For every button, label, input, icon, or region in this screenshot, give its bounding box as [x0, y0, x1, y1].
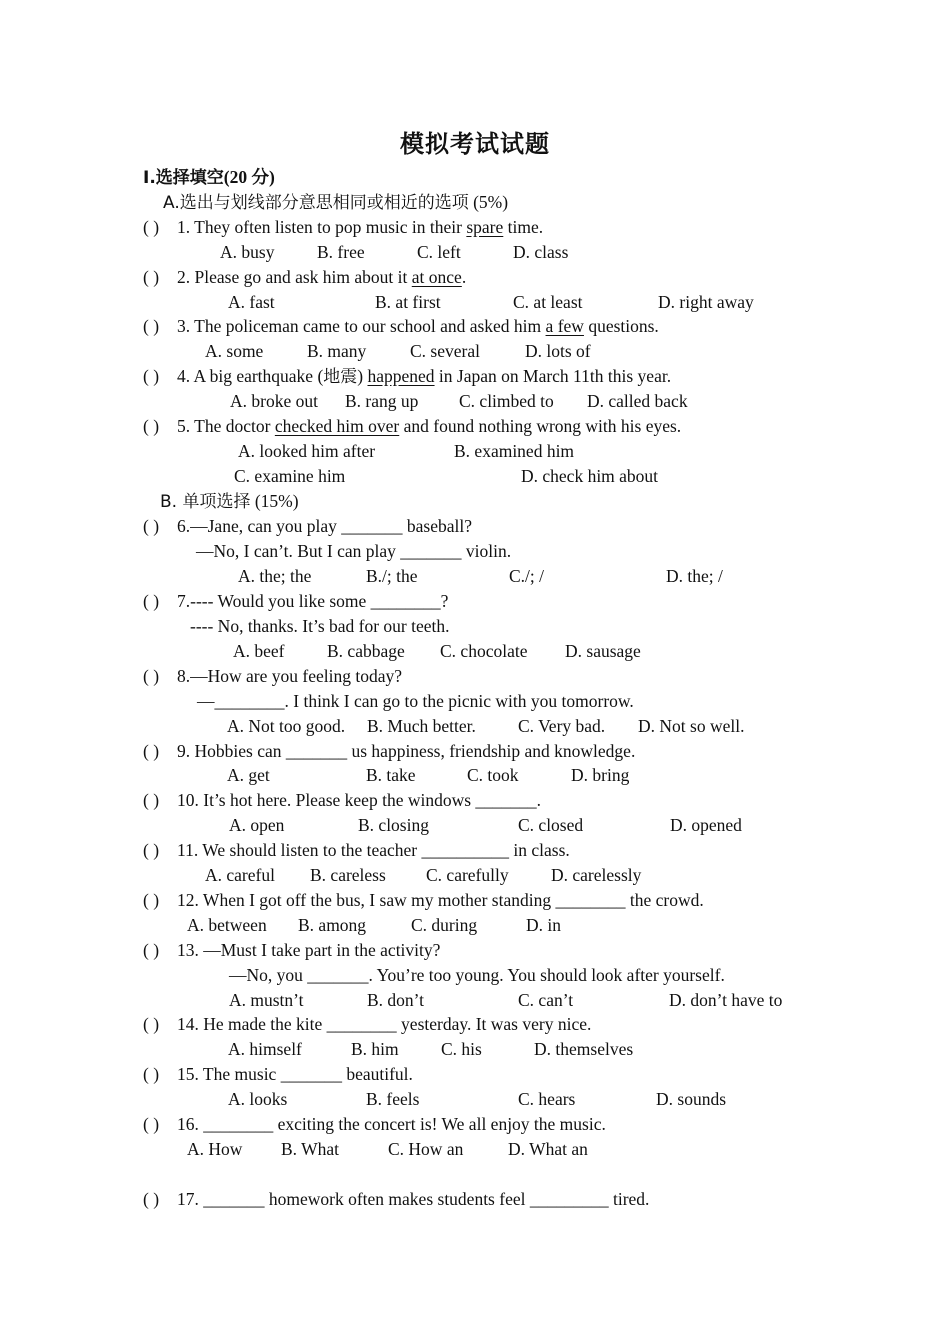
part-a-label: A.选出与划线部分意思相同或相近的选项 [163, 193, 469, 213]
part-b-label: B. 单项选择 [160, 492, 251, 512]
part-a-score: (5%) [468, 192, 509, 212]
option-d[interactable]: D. the; / [666, 566, 723, 586]
chinese-gloss: 地震 [323, 367, 358, 387]
answer-blank[interactable]: ( ) [143, 1189, 160, 1209]
answer-blank[interactable]: ( ) [143, 890, 160, 910]
option-b[interactable]: B. rang up [345, 391, 419, 411]
question-text: 16. ________ exciting the concert is! We all enjoy the music. [177, 1114, 606, 1134]
question-text: 7.---- Would you like some ________? [177, 591, 449, 611]
option-a[interactable]: A. some [205, 341, 264, 361]
answer-blank[interactable]: ( ) [143, 790, 160, 810]
option-b[interactable]: B. feels [366, 1089, 420, 1109]
question-text-end: in Japan on March 11th this year. [434, 366, 672, 386]
option-a[interactable]: A. himself [228, 1039, 302, 1059]
underlined-phrase: happened [367, 366, 435, 386]
question-8 [143, 665, 402, 687]
option-a[interactable]: A. mustn’t [229, 990, 304, 1010]
question-text: 10. It’s hot here. Please keep the windows _______. [177, 790, 542, 810]
question-16 [143, 1113, 606, 1135]
answer-blank[interactable]: ( ) [143, 666, 160, 686]
part-b-heading [160, 490, 299, 513]
question-text: 5. The doctor [177, 416, 275, 436]
question-text: 2. Please go and ask him about it [177, 267, 412, 287]
option-a[interactable]: A. the; the [238, 566, 312, 586]
option-d[interactable]: D. bring [571, 765, 630, 785]
question-3 [143, 315, 659, 337]
option-c[interactable]: C. during [411, 915, 478, 935]
option-c[interactable]: C. climbed to [459, 391, 554, 411]
answer-blank[interactable]: ( ) [143, 591, 160, 611]
question-13-reply: —No, you _______. You’re too young. You should look after yourself. [229, 965, 725, 985]
question-2 [143, 266, 466, 288]
question-13 [143, 939, 440, 961]
option-c[interactable]: C. examine him [234, 466, 346, 486]
question-8-reply: —________. I think I can go to the picnic with you tomorrow. [197, 691, 634, 711]
option-a[interactable]: A. between [187, 915, 267, 935]
answer-blank[interactable]: ( ) [143, 1064, 160, 1084]
question-11 [143, 839, 570, 861]
underlined-phrase: checked him over [274, 416, 400, 436]
option-d[interactable]: D. sounds [656, 1089, 727, 1109]
answer-blank[interactable]: ( ) [143, 217, 160, 237]
page-title: 模拟考试试题 [400, 130, 550, 158]
question-7-reply: ---- No, thanks. It’s bad for our teeth. [190, 616, 450, 636]
question-7 [143, 590, 448, 612]
question-text-end: and found nothing wrong with his eyes. [399, 416, 682, 436]
option-b[interactable]: B. take [366, 765, 416, 785]
question-text: 13. —Must I take part in the activity? [177, 940, 441, 960]
option-a[interactable]: A. beef [233, 641, 285, 661]
option-a[interactable]: A. Not too good. [227, 716, 346, 736]
answer-blank[interactable]: ( ) [143, 1114, 160, 1134]
question-text: 11. We should listen to the teacher __________ in class. [177, 840, 570, 860]
question-text: 9. Hobbies can _______ us happiness, friendship and knowledge. [177, 741, 636, 761]
option-a[interactable]: A. busy [220, 242, 275, 262]
section-heading-score: (20 分) [223, 167, 275, 187]
option-c[interactable]: C. closed [518, 815, 584, 835]
question-text-end: time. [503, 217, 544, 237]
question-text: 17. _______ homework often makes students feel _________ tired. [177, 1189, 650, 1209]
answer-blank[interactable]: ( ) [143, 940, 160, 960]
option-b[interactable]: B. don’t [367, 990, 425, 1010]
option-a[interactable]: A. open [229, 815, 285, 835]
question-5 [143, 415, 681, 437]
option-a[interactable]: A. get [227, 765, 270, 785]
option-d[interactable]: D. lots of [525, 341, 591, 361]
option-d[interactable]: D. check him about [521, 466, 659, 486]
question-6 [143, 515, 472, 537]
option-a[interactable]: A. looks [228, 1089, 288, 1109]
answer-blank[interactable]: ( ) [143, 840, 160, 860]
option-a[interactable]: A. broke out [230, 391, 318, 411]
question-text-end: . [461, 267, 467, 287]
option-b[interactable]: B. cabbage [327, 641, 405, 661]
option-c[interactable]: C. Very bad. [518, 716, 606, 736]
question-text: 1. They often listen to pop music in their [177, 217, 467, 237]
part-b-score: (15%) [250, 491, 299, 511]
option-d[interactable]: D. themselves [534, 1039, 634, 1059]
option-a[interactable]: A. looked him after [238, 441, 376, 461]
option-b[interactable]: B. What [281, 1139, 340, 1159]
answer-blank[interactable]: ( ) [143, 741, 160, 761]
option-b[interactable]: B. many [307, 341, 367, 361]
option-d[interactable]: D. Not so well. [638, 716, 745, 736]
option-c[interactable]: C./; / [509, 566, 545, 586]
option-b[interactable]: B. among [298, 915, 367, 935]
underlined-phrase: spare [466, 217, 504, 237]
question-text-mid: ) [357, 366, 368, 386]
answer-blank[interactable]: ( ) [143, 416, 160, 436]
question-text: 12. When I got off the bus, I saw my mother standing ________ the crowd. [177, 890, 704, 910]
option-d[interactable]: D. right away [658, 292, 754, 312]
option-d[interactable]: D. What an [508, 1139, 588, 1159]
part-a-heading [163, 191, 508, 214]
answer-blank[interactable]: ( ) [143, 366, 160, 386]
option-c[interactable]: C. carefully [426, 865, 509, 885]
option-c[interactable]: C. How an [388, 1139, 464, 1159]
question-14 [143, 1013, 591, 1035]
question-9 [143, 740, 635, 762]
option-b[interactable]: B. examined him [454, 441, 575, 461]
option-d[interactable]: D. called back [587, 391, 688, 411]
question-4 [143, 365, 671, 388]
option-c[interactable]: C. took [467, 765, 519, 785]
option-b[interactable]: B. free [317, 242, 365, 262]
option-c[interactable]: C. several [410, 341, 480, 361]
question-text: 15. The music _______ beautiful. [177, 1064, 413, 1084]
option-b[interactable]: B. careless [310, 865, 386, 885]
question-17 [143, 1188, 649, 1210]
question-text-end: questions. [583, 316, 659, 336]
option-d[interactable]: D. sausage [565, 641, 641, 661]
question-1 [143, 216, 543, 238]
question-text: 8.—How are you feeling today? [177, 666, 402, 686]
question-6-reply: —No, I can’t. But I can play _______ violin. [196, 541, 512, 561]
option-c[interactable]: C. hears [518, 1089, 576, 1109]
option-d[interactable]: D. don’t have to [669, 990, 783, 1010]
question-text: 6.—Jane, can you play _______ baseball? [177, 516, 472, 536]
option-b[interactable]: B. at first [375, 292, 441, 312]
question-text: 14. He made the kite ________ yesterday. It was very nice. [177, 1014, 592, 1034]
option-a[interactable]: A. fast [228, 292, 275, 312]
underlined-phrase: at once [411, 267, 462, 287]
option-a[interactable]: A. careful [205, 865, 275, 885]
question-text: 3. The policeman came to our school and asked him [177, 316, 546, 336]
question-15 [143, 1063, 413, 1085]
underlined-phrase: a few [545, 316, 584, 336]
question-12 [143, 889, 704, 911]
question-text: 4. A big earthquake ( [177, 366, 324, 386]
option-b[interactable]: B. him [351, 1039, 399, 1059]
option-d[interactable]: D. class [513, 242, 569, 262]
option-a[interactable]: A. How [187, 1139, 243, 1159]
option-c[interactable]: C. at least [513, 292, 583, 312]
section-heading [143, 166, 275, 189]
option-b[interactable]: B. closing [358, 815, 429, 835]
answer-blank[interactable]: ( ) [143, 267, 160, 287]
option-b[interactable]: B. Much better. [367, 716, 476, 736]
section-heading-cn: I.选择填空 [143, 168, 224, 188]
answer-blank[interactable]: ( ) [143, 1014, 160, 1034]
option-b[interactable]: B./; the [366, 566, 418, 586]
answer-blank[interactable]: ( ) [143, 516, 160, 536]
option-d[interactable]: D. in [526, 915, 561, 935]
option-c[interactable]: C. left [417, 242, 461, 262]
option-c[interactable]: C. chocolate [440, 641, 528, 661]
question-10 [143, 789, 541, 811]
option-d[interactable]: D. opened [670, 815, 742, 835]
option-d[interactable]: D. carelessly [551, 865, 642, 885]
answer-blank[interactable]: ( ) [143, 316, 160, 336]
option-c[interactable]: C. can’t [518, 990, 574, 1010]
option-c[interactable]: C. his [441, 1039, 482, 1059]
